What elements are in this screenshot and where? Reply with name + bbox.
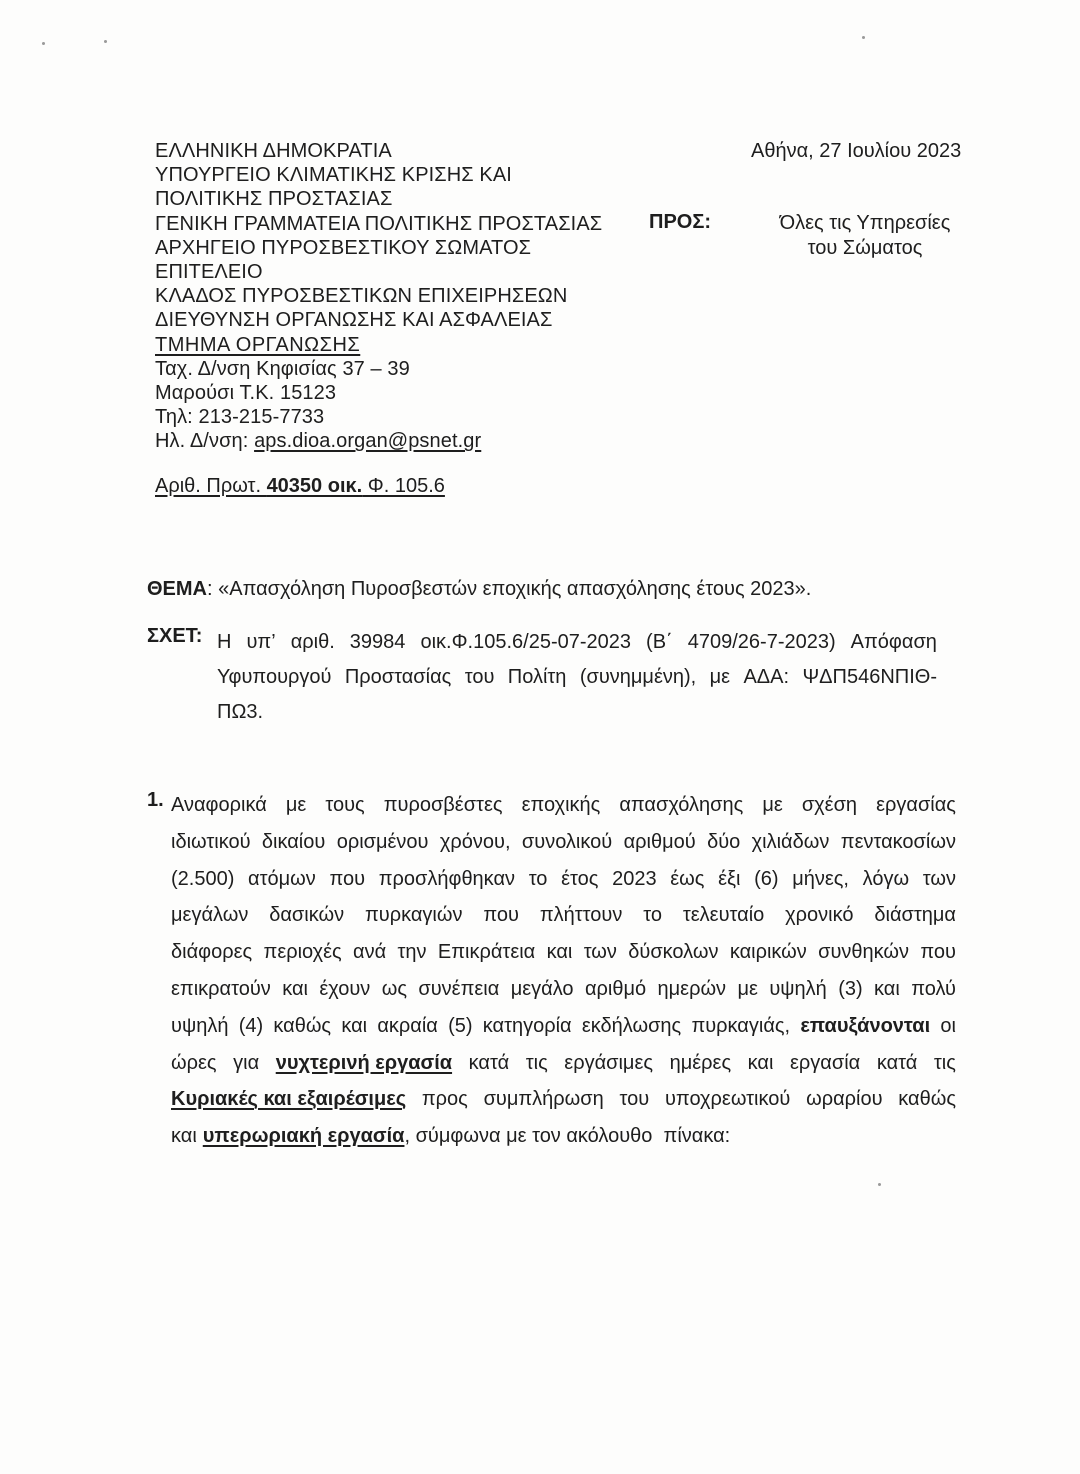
- word: και: [282, 977, 308, 1000]
- word: ιδιωτικού: [171, 830, 251, 853]
- subject-text: : «Απασχόληση Πυροσβεστών εποχικής απασχόλησης έτους 2023».: [207, 578, 812, 600]
- word: Επικράτεια: [437, 941, 536, 964]
- word: εκδήλωσης: [581, 1014, 682, 1037]
- word: δασικών: [269, 904, 345, 927]
- word: καθώς: [898, 1088, 956, 1111]
- word: Αναφορικά: [171, 794, 267, 816]
- word: πυρκαγιών: [364, 904, 463, 927]
- paragraph-line: [171, 934, 956, 971]
- paragraph-line: [171, 1081, 956, 1118]
- city: Μαρούσι Τ.Κ. 15123: [155, 382, 337, 405]
- department-name: ΤΜΗΜΑ ΟΡΓΑΝΩΣΗΣ: [155, 333, 361, 356]
- word: ανά: [353, 941, 387, 964]
- word: Πολίτη: [507, 666, 567, 688]
- word: πυρκαγιάς,: [691, 1014, 791, 1037]
- header-line: ΥΠΟΥΡΓΕΙΟ ΚΛΙΜΑΤΙΚΗΣ ΚΡΙΣΗΣ ΚΑΙ: [155, 164, 512, 187]
- word: (6): [754, 867, 779, 890]
- header-line: ΔΙΕΥΘΥΝΣΗ ΟΡΓΑΝΩΣΗΣ ΚΑΙ ΑΣΦΑΛΕΙΑΣ: [155, 309, 553, 332]
- word: (5): [448, 1014, 473, 1037]
- word: χρονικό: [785, 904, 854, 927]
- paragraph-line: [171, 824, 956, 861]
- word: υψηλή: [171, 1014, 229, 1037]
- word: κατά: [876, 1051, 918, 1074]
- word: το: [643, 904, 662, 927]
- word: με: [285, 794, 307, 816]
- word: σχέση: [801, 794, 858, 816]
- word: αριθμού: [623, 830, 696, 853]
- header-line: ΠΟΛΙΤΙΚΗΣ ΠΡΟΣΤΑΣΙΑΣ: [155, 188, 393, 211]
- word: του: [464, 666, 495, 688]
- recipient: [760, 211, 970, 260]
- email-line: [155, 429, 602, 453]
- word: αριθμό: [584, 977, 647, 1000]
- word: υπ’: [246, 631, 276, 653]
- word: Απόφαση: [850, 631, 937, 653]
- word: με: [709, 666, 731, 688]
- word: ΑΔΑ:: [743, 666, 790, 688]
- word: πεντακοσίων: [840, 830, 956, 853]
- word: πλήττουν: [539, 904, 623, 927]
- word: διάφορες: [171, 941, 253, 964]
- header-line: ΚΛΑΔΟΣ ΠΥΡΟΣΒΕΣΤΙΚΩΝ ΕΠΙΧΕΙΡΗΣΕΩΝ: [155, 285, 568, 308]
- word: εποχικής: [521, 794, 601, 816]
- header-line: ΑΡΧΗΓΕΙΟ ΠΥΡΟΣΒΕΣΤΙΚΟΥ ΣΩΜΑΤΟΣ: [155, 236, 532, 259]
- email-label: Ηλ. Δ/νση:: [155, 430, 255, 453]
- word: περιοχές: [263, 941, 342, 964]
- word: και: [171, 1125, 197, 1148]
- word: ατόμων: [248, 867, 316, 890]
- header-line: ΕΠΙΤΕΛΕΙΟ: [155, 261, 263, 284]
- paragraph-line-end: , σύμφωνα με τον ακόλουθο πίνακα:: [404, 1125, 731, 1148]
- word: πυροσβέστες: [383, 794, 503, 816]
- emphasis-overtime: υπερωριακή εργασία: [202, 1125, 405, 1148]
- word: λόγω: [862, 867, 910, 890]
- word: δύσκολων: [628, 941, 719, 964]
- word: ορισμένου: [336, 830, 429, 853]
- email-link[interactable]: aps.dioa.organ@psnet.gr: [254, 430, 482, 453]
- word: προσλήφθηκαν: [378, 867, 516, 890]
- paragraph-line: [171, 897, 956, 934]
- header-line: ΓΕΝΙΚΗ ΓΡΑΜΜΑΤΕΙΑ ΠΟΛΙΤΙΚΗΣ ΠΡΟΣΤΑΣΙΑΣ: [155, 212, 603, 235]
- protocol-number: [155, 475, 445, 498]
- word: που: [329, 867, 366, 890]
- word: (Β΄: [646, 631, 673, 653]
- word: συνολικού: [521, 830, 613, 853]
- word: οι: [940, 1014, 956, 1037]
- word: (2.500): [171, 867, 235, 890]
- word: διάστημα: [874, 904, 956, 927]
- word: αριθ.: [290, 631, 335, 653]
- paragraph-line: [171, 787, 956, 824]
- word: για: [233, 1051, 260, 1074]
- word: χρόνου,: [439, 830, 511, 853]
- word: 39984: [349, 631, 406, 653]
- protocol-suffix: Φ. 105.6: [362, 475, 445, 497]
- word: ώρες: [171, 1051, 217, 1074]
- reference-label: ΣΧΕΤ:: [147, 625, 203, 647]
- word: καιρικών: [729, 941, 807, 964]
- word: 2023: [612, 867, 657, 890]
- scan-speck: [878, 1183, 881, 1186]
- scan-speck: [862, 36, 865, 39]
- reference-text: [217, 625, 937, 730]
- reference-line: [217, 660, 937, 695]
- word: των: [583, 941, 617, 964]
- word: κατά: [468, 1051, 510, 1074]
- word: έξι: [718, 867, 741, 890]
- word: απασχόλησης: [619, 794, 744, 816]
- word: εργάσιμες: [564, 1051, 654, 1074]
- word: ημερών: [657, 977, 727, 1000]
- word: χιλιάδων: [751, 830, 830, 853]
- word: και: [747, 1051, 774, 1074]
- word: των: [922, 867, 956, 890]
- word: την: [397, 941, 427, 964]
- word: και: [341, 1014, 368, 1037]
- word: μεγάλο: [510, 977, 574, 1000]
- word: και: [546, 941, 573, 964]
- word: συνέπεια: [418, 977, 500, 1000]
- scan-speck: [42, 42, 45, 45]
- emphasis-night-work: νυχτερινή εργασία: [275, 1051, 453, 1074]
- subject: [147, 578, 811, 601]
- word: τελευταίο: [682, 904, 765, 927]
- paragraph-line: [171, 1045, 956, 1082]
- word: ΨΔΠ546ΝΠΙΘ-: [802, 666, 937, 688]
- word: δικαίου: [261, 830, 326, 853]
- word: τους: [325, 794, 365, 816]
- header-line: ΕΛΛΗΝΙΚΗ ΔΗΜΟΚΡΑΤΙΑ: [155, 140, 392, 162]
- word: έχουν: [319, 977, 371, 1000]
- word: εργασία: [790, 1051, 861, 1074]
- word: το: [528, 867, 548, 890]
- word: που: [483, 904, 519, 927]
- word: (4): [238, 1014, 264, 1037]
- word: με: [737, 977, 758, 1000]
- sender-header: [155, 139, 602, 454]
- paragraph-line: [171, 971, 956, 1008]
- paragraph-line: [171, 1008, 956, 1045]
- scan-speck: [104, 40, 107, 43]
- word: δύο: [707, 830, 741, 853]
- paragraph-line: [171, 1118, 956, 1155]
- recipient-line: Όλες τις Υπηρεσίες: [779, 212, 951, 234]
- word: έτος: [561, 867, 599, 890]
- word: μεγάλων: [171, 904, 249, 927]
- word: Υφυπουργού: [217, 666, 332, 688]
- word: του: [619, 1088, 650, 1111]
- word: τις: [525, 1051, 548, 1074]
- word: μήνες,: [792, 867, 849, 890]
- emphasis-holidays: Κυριακές και εξαιρέσιμες: [171, 1088, 407, 1111]
- emphasis-increase: επαυξάνονται: [800, 1014, 931, 1037]
- document-date: Αθήνα, 27 Ιουλίου 2023: [751, 140, 962, 162]
- reference-line: [217, 625, 937, 660]
- word: (συνημμένη),: [579, 666, 697, 688]
- word: που: [920, 941, 956, 964]
- word: κατηγορία: [482, 1014, 572, 1037]
- word: τις: [933, 1051, 956, 1074]
- phone: Τηλ: 213-215-7733: [155, 406, 325, 429]
- word: ωραρίου: [806, 1088, 883, 1111]
- word: με: [762, 794, 783, 816]
- word: ημέρες: [669, 1051, 732, 1074]
- word: ως: [381, 977, 407, 1000]
- word: και: [874, 977, 900, 1000]
- word: 4709/26-7-2023): [687, 631, 836, 653]
- word: επικρατούν: [171, 977, 271, 1000]
- word: οικ.Φ.105.6/25-07-2023: [420, 631, 631, 653]
- protocol-prefix: Αριθ. Πρωτ.: [155, 475, 267, 497]
- word: συμπλήρωση: [483, 1088, 604, 1111]
- word: υψηλή: [769, 977, 827, 1000]
- word: Προστασίας: [344, 666, 452, 688]
- subject-label: ΘΕΜΑ: [147, 578, 207, 600]
- word: συνθηκών: [818, 941, 910, 964]
- word: Η: [217, 631, 232, 653]
- word: έως: [670, 867, 705, 890]
- word: εργασίας: [876, 794, 956, 816]
- reference-line: ΠΩ3.: [217, 701, 264, 723]
- recipient-line: του Σώματος: [807, 236, 923, 259]
- paragraph-number: 1.: [147, 789, 164, 811]
- word: καθώς: [273, 1014, 332, 1037]
- paragraph-line: [171, 861, 956, 898]
- protocol-id: 40350 οικ.: [266, 475, 363, 497]
- word: προς: [421, 1088, 468, 1111]
- word: υποχρεωτικού: [664, 1088, 791, 1111]
- word: πολύ: [911, 977, 956, 1000]
- recipient-label: ΠΡΟΣ:: [649, 211, 712, 233]
- paragraph-body: [171, 787, 956, 1155]
- word: ακραία: [377, 1014, 438, 1037]
- word: (3): [838, 977, 863, 1000]
- address: Ταχ. Δ/νση Κηφισίας 37 – 39: [155, 357, 410, 380]
